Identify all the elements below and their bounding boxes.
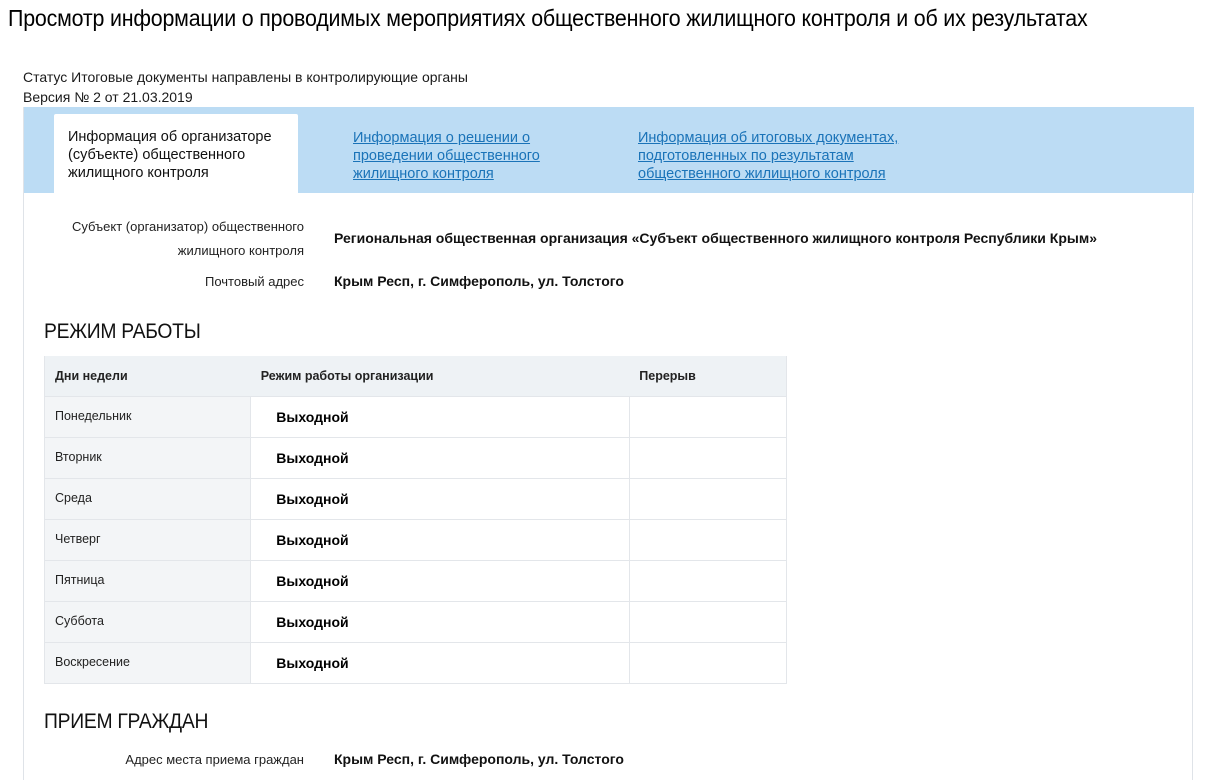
schedule-table [44,356,787,684]
table-row [45,601,787,642]
break-cell [629,478,786,519]
break-cell [629,437,786,478]
mode-cell: Выходной [251,642,630,683]
mode-cell: Выходной [251,396,630,437]
day-cell: Вторник [45,437,251,478]
mode-cell: Выходной [251,519,630,560]
mode-cell: Выходной [251,478,630,519]
subject-value: Региональная общественная организация «Субъект общественного жилищного контроля Республики Крым» [334,230,1097,246]
break-cell [629,642,786,683]
table-row [45,642,787,683]
reception-address-label: Адрес места приема граждан [125,752,304,767]
content-panel [23,107,1193,780]
table-header-row [45,356,787,396]
tab-final-documents-info[interactable]: Информация об итоговых документах, подготовленных по результатам общественного жилищного контроля [638,130,899,182]
subject-label: Субъект (организатор) общественного жилищного контроля [71,219,304,258]
day-cell: Среда [45,478,251,519]
page-title: Просмотр информации о проводимых мероприятиях общественного жилищного контроля и об их результатах [8,5,1088,31]
table-row [45,519,787,560]
day-cell: Пятница [45,560,251,601]
version-text: Версия № 2 от 21.03.2019 [23,89,193,105]
reception-section-title: ПРИЕМ ГРАЖДАН [44,710,209,733]
table-row [45,478,787,519]
postal-address-label: Почтовый адрес [205,274,304,289]
table-row [45,437,787,478]
day-cell: Четверг [45,519,251,560]
mode-cell: Выходной [251,601,630,642]
mode-cell: Выходной [251,437,630,478]
tab-organizer-info[interactable]: Информация об организаторе (субъекте) общественного жилищного контроля [54,114,298,193]
postal-address-value: Крым Респ, г. Симферополь, ул. Толстого [334,273,624,289]
break-cell [629,601,786,642]
reception-address-value: Крым Респ, г. Симферополь, ул. Толстого [334,751,624,767]
break-cell [629,396,786,437]
tab-bar [24,107,1194,193]
day-cell: Воскресение [45,642,251,683]
mode-cell: Выходной [251,560,630,601]
day-cell: Суббота [45,601,251,642]
day-cell: Понедельник [45,396,251,437]
schedule-section-title: РЕЖИМ РАБОТЫ [44,320,201,343]
col-header-break: Перерыв [629,356,786,396]
col-header-mode: Режим работы организации [251,356,630,396]
table-row [45,396,787,437]
status-text: Статус Итоговые документы направлены в контролирующие органы [23,69,468,85]
break-cell [629,519,786,560]
break-cell [629,560,786,601]
col-header-day: Дни недели [45,356,251,396]
table-row [45,560,787,601]
tab-decision-info[interactable]: Информация о решении о проведении общественного жилищного контроля [353,130,540,182]
